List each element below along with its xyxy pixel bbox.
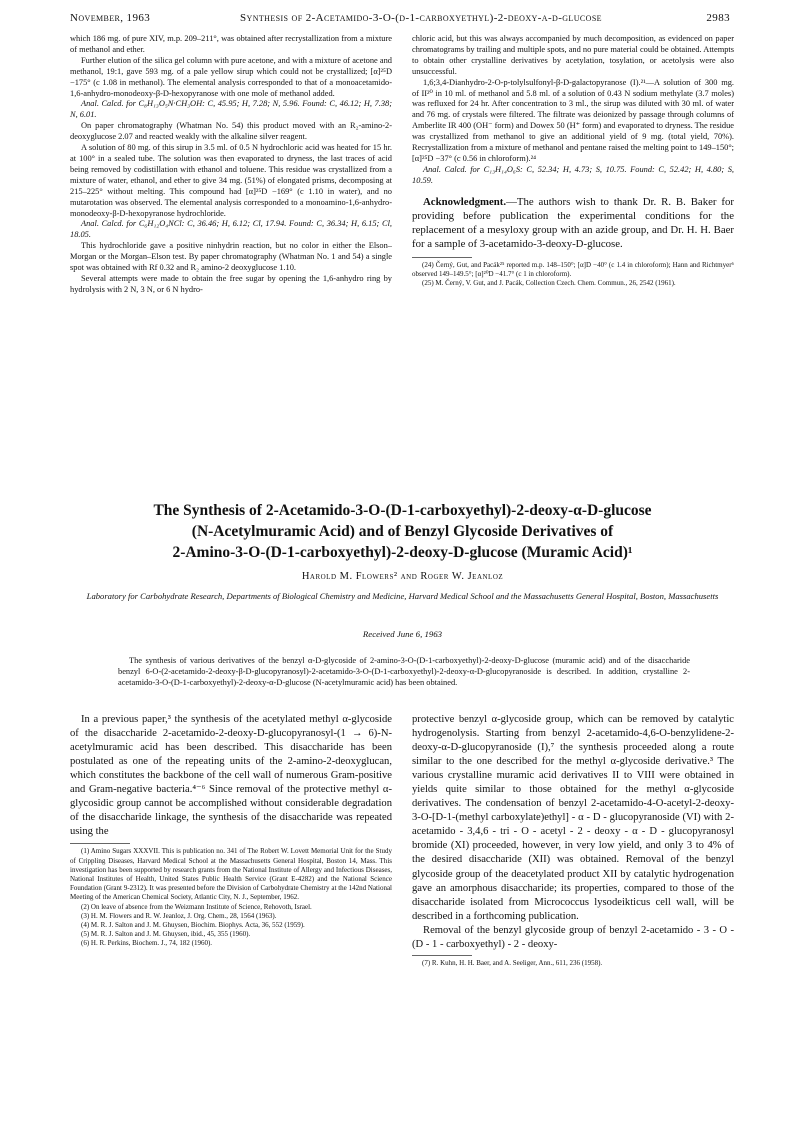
paragraph: This hydrochloride gave a positive ninhydrin reaction, but no color in either the Elson–Morgan or the Morgan–Elson test. By paper chromatography (Whatman No. 1 and 54) a single spot was obtained with Rf 0.32 and R₂ amino-2 deoxyglucose 1.10. [70, 241, 392, 273]
paragraph: protective benzyl α-glycoside group, which can be removed by catalytic hydrogenolysis. Starting from benzyl 2-acetamido-4,6-O-benzylidene-2-deoxy-α-D-glucopyranoside (I),⁷ the synthesis proceeded along a route similar to the one described for the methyl α-glycoside derivative.³ The various crystalline muramic acid derivatives II to VIII were obtained in yields quite similar to those obtained for the methyl α-glycoside derivatives. The condensation of benzyl 2-acetamido-4-O-acetyl-2-deoxy-3-O-[D-1-(methyl carboxylate)ethyl] - α - D - glucopyranoside (VI) with 2-acetamido - 3,4,6 - tri - O - acetyl - 2 - deoxy - α - D - glucopyranosyl bromide (XI) proceeded, however, in very low yield, and only 3 to 4% of the desired disaccharide (XII) was obtained. Removal of the benzyl glycoside group of the deacetylated product XII by catalytic hydrogenation gave an amorphous disaccharide; its properties, compared to those of the disaccharide isolated from Micrococcus lysodeikticus cell wall, will be described in a forthcoming publication. [412, 714, 734, 922]
title-line: The Synthesis of 2-Acetamido-3-O-(D-1-carboxyethyl)-2-deoxy-α-D-glucose [153, 502, 652, 519]
paragraph: 1,6;3,4-Dianhydro-2-O-p-tolylsulfonyl-β-D-galactopyranose (I).²¹—A solution of 300 mg. of II²⁰ in 10 ml. of methanol and 5.8 ml. of a solution of 0.43 N sodium methylate (3.7 moles) was refluxed for 24 hr. After concentration to 3 ml., the sirup was diluted with 30 ml. of water and 76 mg. of crystals were filtered. The filtrate was deionized by passage through columns of Amberlite IR 400 (OH⁻ form) and Dowex 50 (H⁺ form) and evaporated to dryness. The residue was crystallized from methanol to give an additional yield of 9 mg. (total yield, 70%). Recrystallization from a mixture of methanol and pentane raised the melting point to 149–150°; [α]²⁵D −37° (c 0.56 in chloroform).²⁴ [412, 77, 734, 163]
paragraph: Removal of the benzyl glycoside group of benzyl 2-acetamido - 3 - O - (D - 1 - carboxyethyl) - 2 - deoxy- [412, 924, 734, 950]
footnote: (3) H. M. Flowers and R. W. Jeanloz, J. Org. Chem., 28, 1564 (1963). [81, 911, 277, 920]
analysis: Anal. Calcd. for C₈H₁₃O₅N·CH₃OH: C, 45.95; H, 7.28; N, 5.96. Found: C, 46.12; H, 7.38; N, 6.01. [70, 99, 392, 120]
page-number: 2983 [706, 12, 730, 24]
article-title [40, 500, 765, 563]
body-right-column [412, 713, 734, 968]
footnote-rule [70, 843, 130, 844]
analysis: Anal. Calcd. for C₆H₁₂O₄NCl: C, 36.46; H, 6.12; Cl, 17.94. Found: C, 36.34; H, 6.15; Cl, 18.05. [70, 219, 392, 240]
footnote: (25) M. Černý, V. Gut, and J. Pacák, Collection Czech. Chem. Commun., 26, 2542 (1961). [422, 278, 676, 287]
paragraph: which 186 mg. of pure XIV, m.p. 209–211°, was obtained after recrystallization from a mixture of methanol and ether. [70, 34, 392, 54]
title-line: 2-Amino-3-O-(D-1-carboxyethyl)-2-deoxy-D-glucose (Muramic Acid)¹ [172, 544, 633, 561]
footnote: (2) On leave of absence from the Weizmann Institute of Science, Rehovoth, Israel. [81, 902, 312, 911]
authors: Harold M. Flowers² and Roger W. Jeanloz [301, 571, 504, 582]
footnotes [70, 847, 392, 948]
acknowledgment [412, 195, 734, 251]
footnote: (4) M. R. J. Salton and J. M. Ghuysen, Biochim. Biophys. Acta, 36, 552 (1959). [81, 921, 305, 930]
analysis: Anal. Calcd. for C₁₃H₁₄O₆S: C, 52.34; H, 4.73; S, 10.75. Found: C, 52.42; H, 4.80; S, 10.59. [412, 164, 734, 185]
body-left-column [70, 713, 392, 949]
running-header [70, 12, 730, 28]
footnote: (6) H. R. Perkins, Biochem. J., 74, 182 (1960). [81, 939, 213, 948]
paragraph: On paper chromatography (Whatman No. 54) this product moved with an R₂-amino-2-deoxyglucose 2.07 and reacted weakly with the alkaline silver reagent. [70, 121, 392, 142]
paragraph: chloric acid, but this was always accompanied by much decomposition, as evidenced on paper chromatograms by trailing and multiple spots, and no pure material could be obtained. Attempts to obtain other crystalline derivatives by acetylation, tosylation, or acetolysis were also unsuccessful. [412, 34, 734, 76]
paragraph: Further elution of the silica gel column with pure acetone, and with a mixture of acetone and methanol, 19:1, gave 593 mg. of a pale yellow sirup which could not be crystallized; [α]²⁵D −175° (c 1.08 in methanol). The elemental analysis corresponded to that of a monoacetamido-1,6-anhydro-monodeoxy-β-D-hexopyranose with one mole of methanol added. [70, 55, 392, 98]
footnote: (1) Amino Sugars XXXVII. This is publication no. 341 of The Robert W. Lovett Memorial Unit for the Study of Crippling Diseases, Harvard Medical School at the Massachusetts General Hospital, Boston 14, Mass. This investigation has been supported by research grants from the National Institute of Allergy and Infectious Diseases, National Institutes of Health, United States Public Health Service (Grant E-4282) and the National Science Foundation (Grant 9-2312). It was presented before the Division of Carbohydrate Chemistry at the 142nd National Meeting of the American Chemical Society, Atlantic City, N. J., September, 1962. [70, 847, 392, 902]
footnote-rule [412, 257, 472, 258]
top-right-column [412, 34, 734, 288]
paragraph: A solution of 80 mg. of this sirup in 3.5 ml. of 0.5 N hydrochloric acid was heated for 15 hr. at 100° in a sealed tube. The solution was then evaporated to dryness, the last traces of acid being removed by codistillation with ethanol and toluene. This residue was crystallized from a mixture of water, ethanol, and ether to give 34 mg. (51%) of elongated prisms, decomposing at 215–225° without melting. This compound had [α]²⁵D −169° (c 1.10 in water), and no mutarotation was observed. The elemental analysis corresponded to a monoamino-1,6-anhydro-monodeoxy-β-D-hexopyranose hydrochloride. [70, 143, 392, 218]
top-left-column [70, 34, 392, 296]
paragraph: Several attempts were made to obtain the free sugar by opening the 1,6-anhydro ring by hydrolysis with 2 N, 3 N, or 6 N hydro- [70, 273, 392, 294]
footnote-rule [412, 955, 472, 956]
paragraph: In a previous paper,³ the synthesis of the acetylated methyl α-glycoside of the disaccharide 2-acetamido-2-deoxy-D-glucopyranosyl-(1 → 6)-N-acetylmuramic acid has been described. This disaccharide has been postulated as one of the repeating units of the 2-amino-2-deoxyglucan, which constitutes the backbone of the cell wall of numerous Gram-positive and Gram-negative bacteria.⁴⁻⁶ Since removal of the protective methyl α-glycosidic group cannot be accomplished without considerable degradation of the disaccharide linkage, the synthesis of the disaccharide was repeated using the [70, 714, 392, 838]
received-date: Received June 6, 1963 [362, 629, 443, 639]
affiliation: Laboratory for Carbohydrate Research, Departments of Biological Chemistry and Medicine, Harvard Medical School and the Massachusetts General Hospital, Boston, Massachusetts [86, 591, 719, 601]
title-line: (N-Acetylmuramic Acid) and of Benzyl Glycoside Derivatives of [191, 523, 614, 540]
footnote: (5) M. R. J. Salton and J. M. Ghuysen, ibid., 45, 355 (1960). [81, 930, 251, 939]
acknowledgment-heading: Acknowledgment. [423, 195, 507, 208]
footnote: (24) Černý, Gut, and Pacák²⁵ reported m.p. 148–150°; [α]D −40° (c 1.4 in chloroform); Hann and Richtmyer⁶ observed 149–149.5°; [α]²⁰D −41.7° (c 1 in chloroform). [412, 260, 734, 278]
acknowledgment-text: —The authors wish to thank Dr. R. B. Baker for providing before publication the experimental conditions for the replacement of a mesyloxy group with an azide group, and Dr. H. H. Baer for a sample of 3-acetamido-3-deoxy-D-glucose. [412, 195, 734, 250]
abstract: The synthesis of various derivatives of the benzyl α-D-glycoside of 2-amino-3-O-(D-1-carboxyethyl)-2-deoxy-D-glucose (muramic acid) and of the disaccharide benzyl 6-O-(2-acetamido-2-deoxy-β-D-glucopyranosyl)-2-acetamido-3-O-(D-1-carboxyethyl)-2-deoxy-α-D-glucopyranoside is described. In addition, crystalline 2-acetamido-3-O-(D-1-carboxyethyl)-2-deoxy-α-D-glucose (N-acetylmuramic acid) has been obtained. [118, 656, 690, 687]
header-date: November, 1963 [70, 12, 151, 24]
footnotes [412, 261, 734, 288]
header-title: Synthesis of 2-Acetamido-3-O-(d-1-carboxyethyl)-2-deoxy-α-d-glucose [240, 12, 602, 24]
footnote: (7) R. Kuhn, H. H. Baer, and A. Seeliger, Ann., 611, 236 (1958). [422, 958, 603, 967]
